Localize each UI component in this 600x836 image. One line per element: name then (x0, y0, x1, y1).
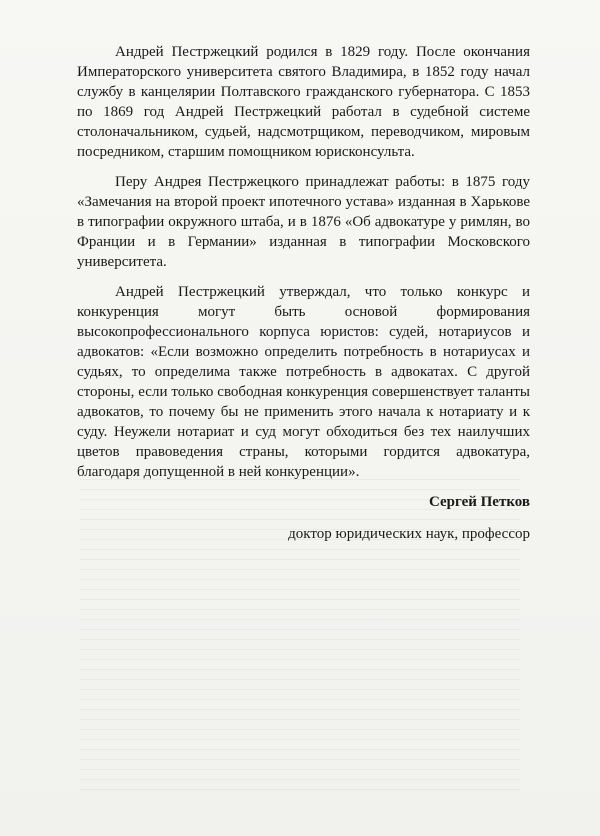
document-body (77, 42, 530, 544)
paragraph-biography: Андрей Пестржецкий родился в 1829 году. После окончания Императорского университета святого Владимира, в 1852 году начал службу в канцелярии Полтавского гражданского губернатора. С 1853 по 1869 год Андрей Пестржецкий работал в судебной системе столоначальником, судьей, надсмотрщиком, переводчиком, мировым посредником, старшим помощником юрисконсульта. (77, 44, 530, 160)
paragraph-works: Перу Андрея Пестржецкого принадлежат работы: в 1875 году «Замечания на второй проект ипотечного устава» изданная в Харькове в типографии окружного штаба, и в 1876 «Об адвокатуре у римлян, во Франции и в Германии» изданная в типографии Московского университета. (77, 174, 530, 270)
paragraph-competition: Андрей Пестржецкий утверждал, что только конкурс и конкуренция могут быть основой формирования высокопрофессионального корпуса юристов: судей, нотариусов и адвокатов: «Если возможно определить потребность в нотариусах и судьях, то определима также потребность в адвокатах. С другой стороны, если только свободная конкуренция совершенствует таланты адвокатов, то почему бы не применить этого начала к нотариату и к суду. Неужели нотариат и суд могут обходиться без тех наилучших цветов правоведения страны, которыми гордится адвокатура, благодаря допущенной в ней конкуренции». (77, 284, 530, 480)
signature-title: доктор юридических наук, профессор (288, 526, 530, 542)
signature-name: Сергей Петков (428, 494, 530, 510)
